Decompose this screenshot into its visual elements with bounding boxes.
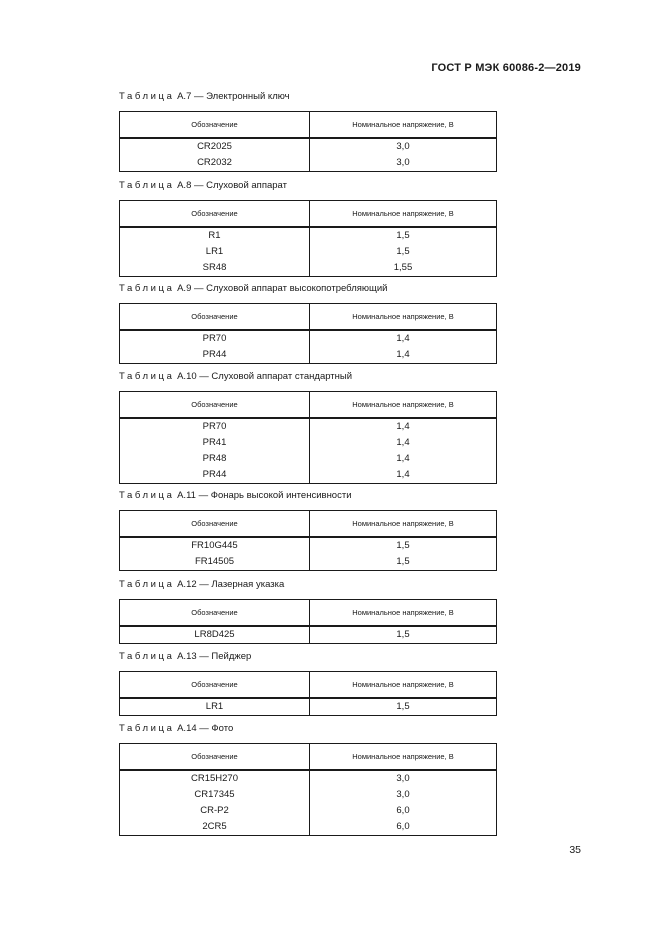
table-caption-word: Таблица	[119, 180, 175, 191]
voltage-table	[119, 599, 497, 644]
column-header-designation: Обозначение	[120, 600, 310, 627]
table-number: А.13	[177, 651, 197, 662]
table-header-row	[120, 672, 497, 699]
cell-designation: PR48	[120, 451, 310, 467]
cell-designation: LR1	[120, 244, 310, 260]
cell-designation: CR2032	[120, 155, 310, 172]
table-caption-word: Таблица	[119, 283, 175, 294]
table-caption-word: Таблица	[119, 579, 175, 590]
cell-designation: LR8D425	[120, 626, 310, 644]
cell-voltage: 6,0	[396, 805, 410, 816]
table-row	[120, 347, 497, 364]
table-caption	[119, 722, 497, 736]
table-title: — Пейджер	[199, 651, 252, 662]
table-caption	[119, 578, 497, 592]
column-header-designation: Обозначение	[120, 744, 310, 771]
table-title: — Слуховой аппарат высокопотребляющий	[194, 283, 388, 294]
cell-voltage: 1,4	[396, 349, 410, 360]
cell-designation: FR10G445	[120, 537, 310, 554]
table-number: А.9	[177, 283, 192, 294]
table-number: А.14	[177, 723, 197, 734]
table-row	[120, 554, 497, 571]
table-row	[120, 626, 497, 644]
cell-designation: R1	[120, 227, 310, 244]
cell-voltage: 1,5	[396, 629, 410, 640]
column-header-voltage: Номинальное напряжение, В	[310, 392, 497, 419]
table-title: — Слуховой аппарат стандартный	[199, 371, 353, 382]
table-block	[119, 370, 497, 484]
voltage-table	[119, 200, 497, 277]
cell-voltage: 1,4	[396, 333, 410, 344]
table-row	[120, 467, 497, 484]
column-header-voltage: Номинальное напряжение, В	[310, 672, 497, 699]
table-caption-word: Таблица	[119, 371, 175, 382]
table-header-row	[120, 392, 497, 419]
column-header-designation: Обозначение	[120, 392, 310, 419]
column-header-designation: Обозначение	[120, 201, 310, 228]
table-block	[119, 179, 497, 277]
cell-designation: PR44	[120, 347, 310, 364]
cell-voltage: 1,4	[396, 437, 410, 448]
table-caption	[119, 282, 497, 296]
column-header-designation: Обозначение	[120, 112, 310, 139]
voltage-table	[119, 303, 497, 364]
table-caption	[119, 650, 497, 664]
table-row	[120, 698, 497, 716]
column-header-voltage: Номинальное напряжение, В	[310, 112, 497, 139]
page-number: 35	[569, 844, 581, 856]
cell-voltage: 3,0	[396, 789, 410, 800]
column-header-designation: Обозначение	[120, 511, 310, 538]
cell-voltage: 3,0	[396, 141, 410, 152]
table-row	[120, 537, 497, 554]
cell-voltage: 1,55	[393, 262, 413, 273]
voltage-table	[119, 391, 497, 484]
table-caption	[119, 90, 497, 104]
cell-designation: PR41	[120, 435, 310, 451]
table-block	[119, 90, 497, 172]
cell-designation: CR-P2	[120, 803, 310, 819]
cell-voltage: 1,5	[396, 701, 410, 712]
cell-voltage: 3,0	[396, 157, 410, 168]
cell-voltage: 6,0	[396, 821, 410, 832]
table-title: — Фото	[199, 723, 234, 734]
cell-designation: CR15H270	[120, 770, 310, 787]
column-header-voltage: Номинальное напряжение, В	[310, 511, 497, 538]
table-row	[120, 451, 497, 467]
table-caption	[119, 489, 497, 503]
cell-designation: PR70	[120, 330, 310, 347]
table-number: А.10	[177, 371, 197, 382]
table-row	[120, 819, 497, 836]
cell-designation: PR70	[120, 418, 310, 435]
table-header-row	[120, 600, 497, 627]
voltage-table	[119, 671, 497, 716]
voltage-table	[119, 111, 497, 172]
table-row	[120, 770, 497, 787]
table-number: А.11	[177, 490, 196, 501]
cell-voltage: 1,4	[396, 453, 410, 464]
table-caption-word: Таблица	[119, 723, 175, 734]
cell-designation: CR17345	[120, 787, 310, 803]
cell-voltage: 1,5	[396, 246, 410, 257]
table-header-row	[120, 304, 497, 331]
table-caption-word: Таблица	[119, 91, 175, 102]
cell-voltage: 1,4	[396, 421, 410, 432]
cell-voltage: 3,0	[396, 773, 410, 784]
table-caption	[119, 179, 497, 193]
table-number: А.12	[177, 579, 197, 590]
table-row	[120, 787, 497, 803]
table-number: А.7	[177, 91, 192, 102]
table-row	[120, 244, 497, 260]
table-block	[119, 282, 497, 364]
table-row	[120, 138, 497, 155]
column-header-voltage: Номинальное напряжение, В	[310, 600, 497, 627]
table-title: — Лазерная указка	[199, 579, 285, 590]
table-block	[119, 578, 497, 644]
cell-designation: FR14505	[120, 554, 310, 571]
column-header-voltage: Номинальное напряжение, В	[310, 744, 497, 771]
cell-designation: LR1	[120, 698, 310, 716]
table-row	[120, 227, 497, 244]
table-row	[120, 260, 497, 277]
column-header-voltage: Номинальное напряжение, В	[310, 201, 497, 228]
table-row	[120, 803, 497, 819]
cell-designation: CR2025	[120, 138, 310, 155]
table-caption-word: Таблица	[119, 490, 175, 501]
cell-designation: PR44	[120, 467, 310, 484]
table-number: А.8	[177, 180, 192, 191]
cell-voltage: 1,5	[396, 540, 410, 551]
cell-designation: SR48	[120, 260, 310, 277]
table-caption	[119, 370, 497, 384]
cell-voltage: 1,4	[396, 469, 410, 480]
cell-voltage: 1,5	[396, 556, 410, 567]
table-header-row	[120, 744, 497, 771]
table-title: — Фонарь высокой интенсивности	[198, 490, 352, 501]
column-header-voltage: Номинальное напряжение, В	[310, 304, 497, 331]
table-block	[119, 489, 497, 571]
table-row	[120, 155, 497, 172]
table-block	[119, 650, 497, 716]
cell-designation: 2CR5	[120, 819, 310, 836]
column-header-designation: Обозначение	[120, 304, 310, 331]
table-title: — Слуховой аппарат	[194, 180, 287, 191]
voltage-table	[119, 510, 497, 571]
table-header-row	[120, 511, 497, 538]
cell-voltage: 1,5	[396, 230, 410, 241]
table-caption-word: Таблица	[119, 651, 175, 662]
table-row	[120, 330, 497, 347]
table-row	[120, 418, 497, 435]
table-title: — Электронный ключ	[194, 91, 290, 102]
table-header-row	[120, 112, 497, 139]
table-header-row	[120, 201, 497, 228]
table-block	[119, 722, 497, 836]
column-header-designation: Обозначение	[120, 672, 310, 699]
document-header: ГОСТ Р МЭК 60086-2—2019	[431, 62, 581, 74]
voltage-table	[119, 743, 497, 836]
table-row	[120, 435, 497, 451]
